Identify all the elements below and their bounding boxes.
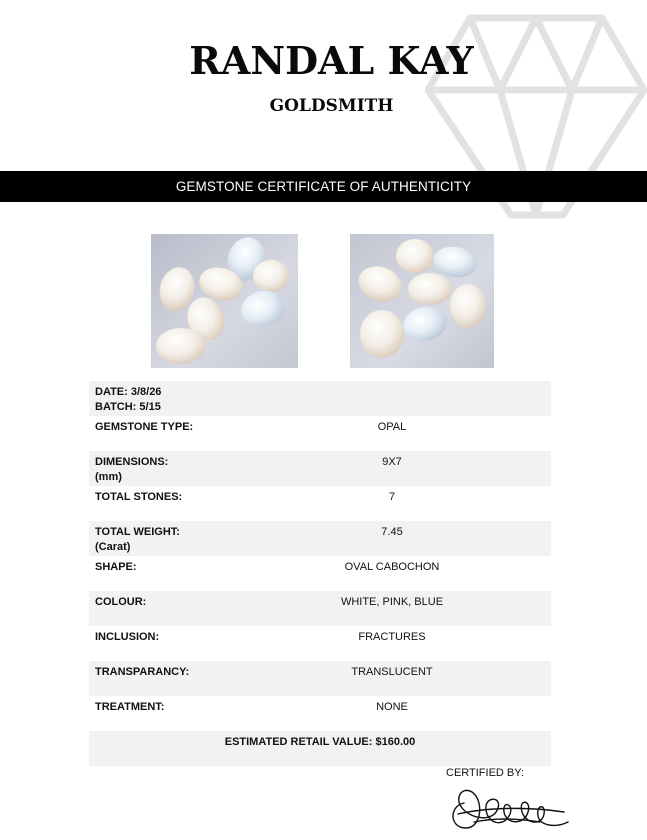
table-row: [89, 416, 551, 451]
detail-label: COLOUR:: [95, 596, 147, 608]
table-row: [89, 556, 551, 591]
table-row: [89, 626, 551, 661]
brand-tagline: GOLDSMITH: [269, 96, 394, 116]
gemstone-photo-1: [151, 234, 298, 368]
estimated-value: ESTIMATED RETAIL VALUE: $160.00: [224, 736, 416, 748]
detail-label: DATE: 3/8/26 BATCH: 5/15: [95, 386, 162, 413]
detail-label: TOTAL STONES:: [95, 491, 183, 503]
detail-value: OVAL CABOCHON: [344, 561, 440, 573]
table-row: [89, 696, 551, 731]
detail-value: 9X7: [382, 456, 402, 468]
detail-label: TRANSPARANCY:: [95, 666, 190, 678]
table-row: [89, 381, 551, 416]
brand-name: RANDAL KAY: [189, 38, 474, 83]
table-row: [89, 451, 551, 486]
estimated-value-row: [89, 731, 551, 766]
detail-value: WHITE, PINK, BLUE: [340, 596, 444, 608]
detail-label: GEMSTONE TYPE:: [95, 421, 194, 433]
detail-label: TOTAL WEIGHT: (Carat): [95, 526, 180, 553]
table-row: [89, 661, 551, 696]
certified-by-label: CERTIFIED BY:: [446, 767, 525, 779]
detail-label: TREATMENT:: [95, 701, 165, 713]
details-table: [89, 381, 551, 766]
table-row: [89, 521, 551, 556]
table-row: [89, 486, 551, 521]
detail-value: TRANSLUCENT: [351, 666, 433, 678]
gemstone-photo-2: [350, 234, 494, 368]
detail-value: FRACTURES: [358, 631, 426, 643]
detail-value: 7: [388, 491, 396, 503]
detail-label: SHAPE:: [95, 561, 137, 573]
detail-value: OPAL: [377, 421, 407, 433]
certificate-banner: GEMSTONE CERTIFICATE OF AUTHENTICITY: [0, 171, 647, 202]
detail-value: 7.45: [381, 526, 403, 538]
signature: [444, 778, 572, 836]
detail-label: DIMENSIONS: (mm): [95, 456, 169, 483]
table-row: [89, 591, 551, 626]
detail-label: INCLUSION:: [95, 631, 160, 643]
detail-value: NONE: [376, 701, 408, 713]
